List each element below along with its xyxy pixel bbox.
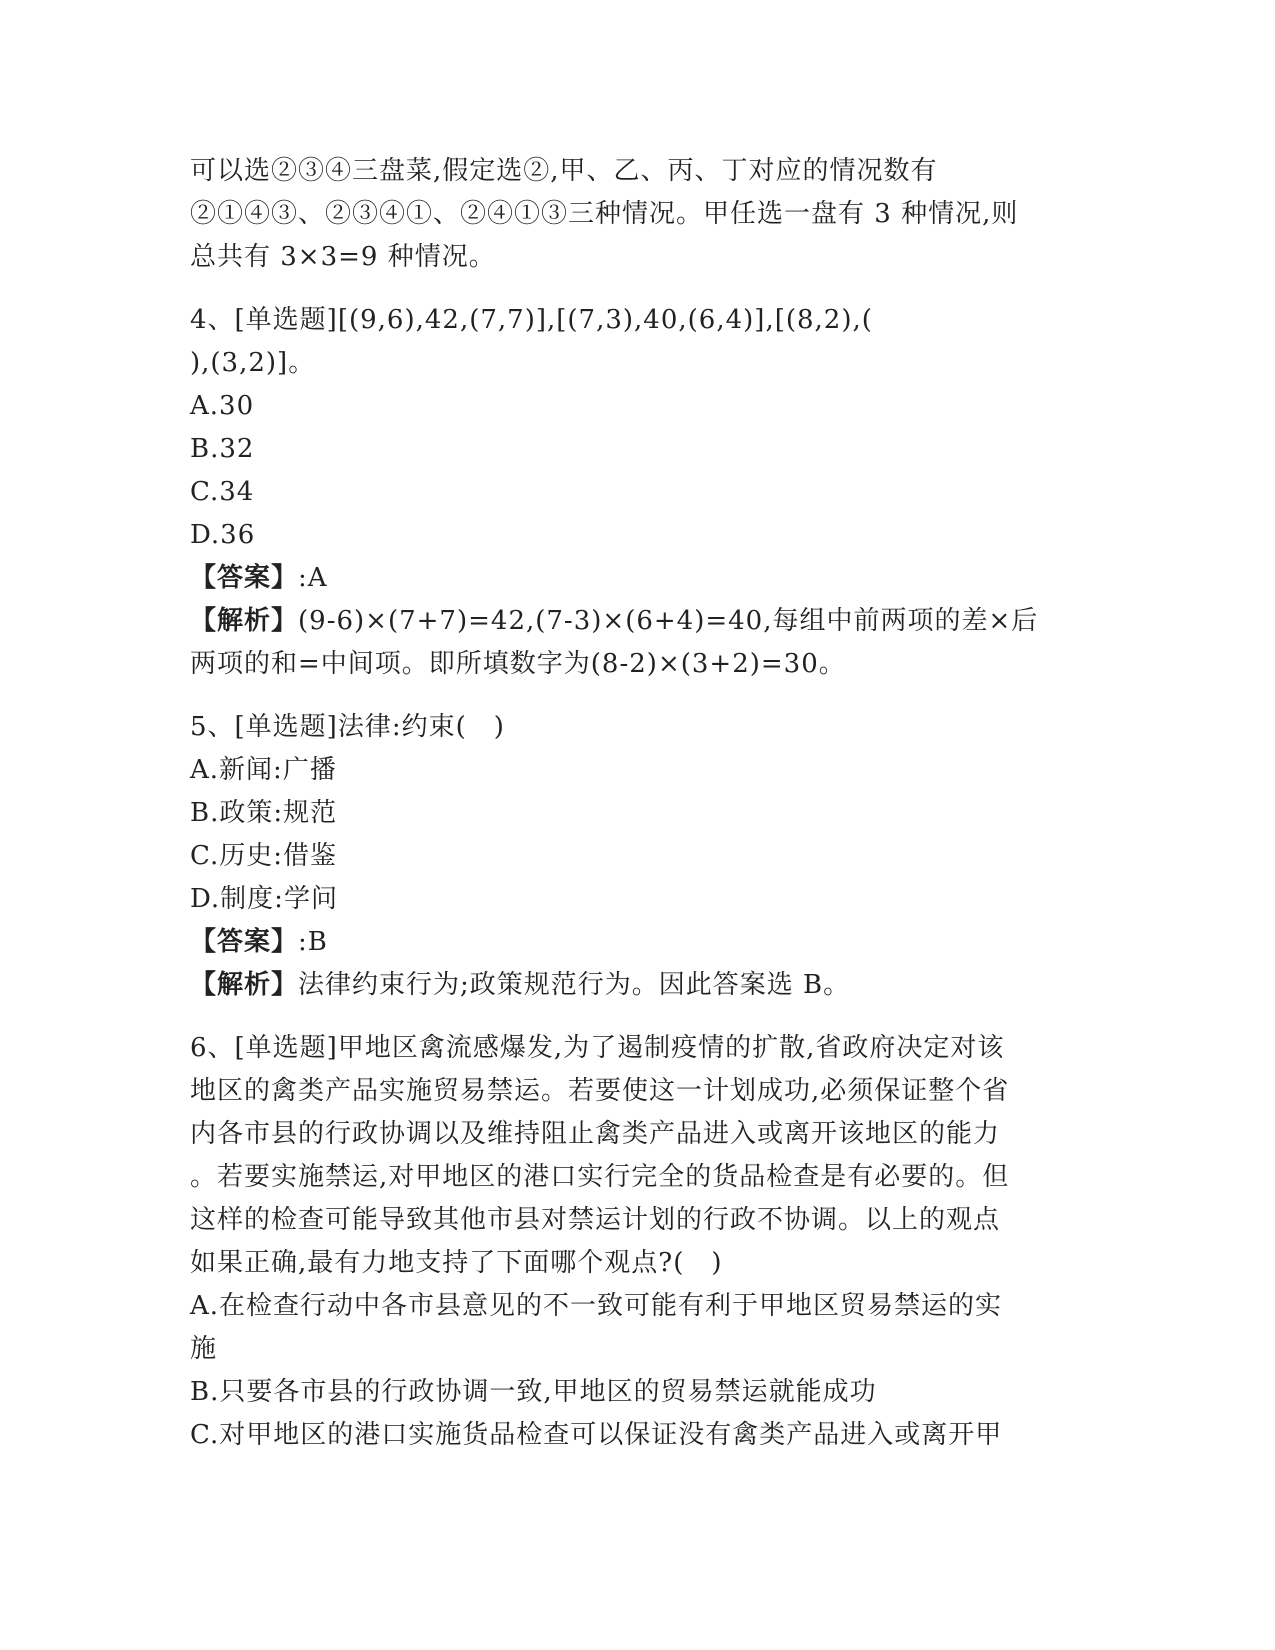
document-body: [190, 150, 1090, 1457]
analysis-line: [190, 964, 1090, 1007]
analysis-text: (9-6)×(7+7)=42,(7-3)×(6+4)=40,每组中前两项的差×后: [298, 606, 1039, 636]
question-stem: 5、[单选题]法律:约束( ): [190, 712, 505, 742]
analysis-line: [190, 600, 1090, 643]
option-d: D.36: [190, 520, 256, 550]
option-a-continued: 施: [190, 1334, 218, 1364]
question-stem: 这样的检查可能导致其他市县对禁运计划的行政不协调。以上的观点: [190, 1205, 1001, 1235]
option-a: A.新闻:广播: [190, 755, 337, 785]
option-c: C.历史:借鉴: [190, 841, 337, 871]
answer-line: [190, 557, 1090, 600]
prev-explanation: [190, 150, 1090, 279]
option-c: C.对甲地区的港口实施货品检查可以保证没有禽类产品进入或离开甲: [190, 1420, 1003, 1450]
question-5: [190, 706, 1090, 1007]
option-b: B.政策:规范: [190, 798, 338, 828]
option-d: D.制度:学问: [190, 884, 338, 914]
text-line: 可以选②③④三盘菜,假定选②,甲、乙、丙、丁对应的情况数有: [190, 156, 938, 186]
option-b: B.只要各市县的行政协调一致,甲地区的贸易禁运就能成功: [190, 1377, 877, 1407]
answer-value: :A: [298, 563, 328, 593]
text-line: ②①④③、②③④①、②④①③三种情况。甲任选一盘有 3 种情况,则: [190, 199, 1019, 229]
answer-tag: 【答案】: [190, 927, 299, 957]
analysis-tag: 【解析】: [190, 606, 299, 636]
question-stem: 如果正确,最有力地支持了下面哪个观点?( ): [190, 1248, 723, 1278]
text-line: 总共有 3×3=9 种情况。: [190, 242, 496, 272]
option-a: A.30: [190, 391, 255, 421]
option-c: C.34: [190, 477, 255, 507]
question-stem: 。若要实施禁运,对甲地区的港口实行完全的货品检查是有必要的。但: [190, 1162, 1010, 1192]
question-stem: ),(3,2)]。: [190, 348, 316, 378]
answer-value: :B: [298, 927, 328, 957]
question-4: [190, 299, 1090, 686]
analysis-tag: 【解析】: [190, 970, 299, 1000]
question-stem: 4、[单选题][(9,6),42,(7,7)],[(7,3),40,(6,4)],[(8,2),(: [190, 305, 873, 335]
answer-line: [190, 921, 1090, 964]
option-b: B.32: [190, 434, 255, 464]
question-6: [190, 1027, 1090, 1457]
analysis-text: 法律约束行为;政策规范行为。因此答案选 B。: [298, 970, 851, 1000]
answer-tag: 【答案】: [190, 563, 299, 593]
question-stem: 内各市县的行政协调以及维持阻止禽类产品进入或离开该地区的能力: [190, 1119, 1001, 1149]
question-stem: 6、[单选题]甲地区禽流感爆发,为了遏制疫情的扩散,省政府决定对该: [190, 1033, 1005, 1063]
option-a: A.在检查行动中各市县意见的不一致可能有利于甲地区贸易禁运的实: [190, 1291, 1003, 1321]
question-stem: 地区的禽类产品实施贸易禁运。若要使这一计划成功,必须保证整个省: [190, 1076, 1010, 1106]
analysis-text: 两项的和=中间项。即所填数字为(8-2)×(3+2)=30。: [190, 649, 846, 679]
